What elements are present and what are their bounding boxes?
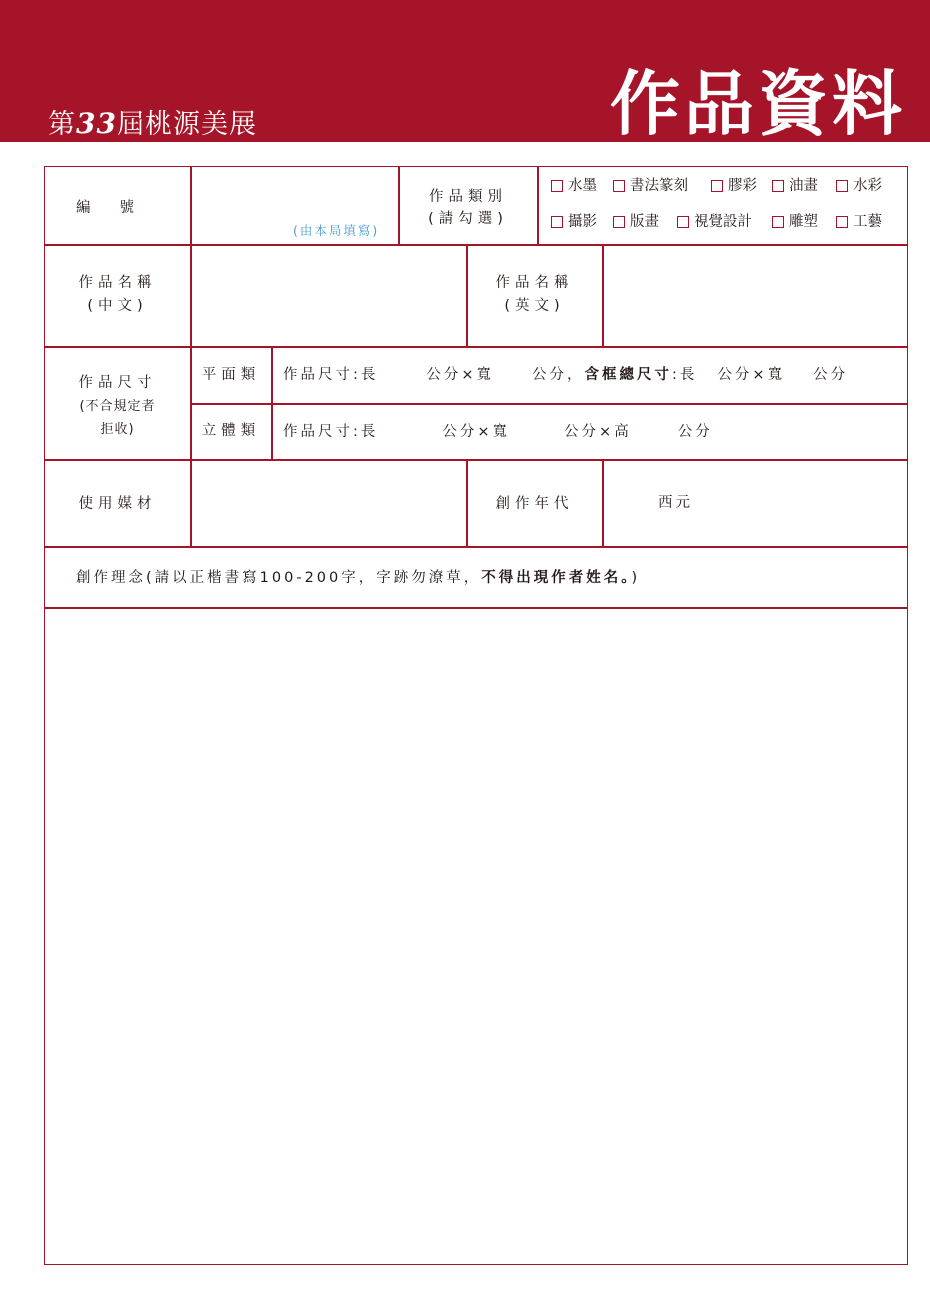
- category-option-ink[interactable]: [551, 176, 597, 196]
- checkbox-icon[interactable]: [677, 216, 689, 228]
- col-divider: [537, 167, 539, 244]
- entry-form: [44, 166, 908, 1265]
- page-title: 作品資料: [610, 62, 906, 145]
- size-label: 作品尺寸: [78, 375, 157, 391]
- category-option-label: 攝影: [568, 214, 597, 230]
- checkbox-icon[interactable]: [613, 180, 625, 192]
- category-option-label: 工藝: [853, 214, 882, 230]
- category-option-label: 水彩: [853, 178, 882, 194]
- concept-instruction-text: 創作理念(請以正楷書寫100-200字，字跡勿潦草，: [76, 570, 482, 586]
- flat-size-text: 公分×寬: [426, 367, 495, 383]
- exhibition-name: [48, 104, 257, 145]
- category-option-label: 水墨: [568, 178, 597, 194]
- exhibition-prefix: 第: [48, 109, 76, 140]
- concept-textarea[interactable]: [45, 609, 907, 1264]
- category-option-label: 書法篆刻: [630, 178, 688, 194]
- row-divider: [45, 546, 907, 548]
- category-option-oil[interactable]: [772, 176, 818, 196]
- category-option-sculpture[interactable]: [772, 212, 818, 232]
- number-note: (由本局填寫): [293, 223, 380, 238]
- solid-size-text: 作品尺寸:長: [283, 424, 379, 440]
- category-option-label: 膠彩: [728, 178, 757, 194]
- title-en-hint: (英文): [504, 298, 565, 314]
- year-prefix: 西元: [658, 495, 693, 511]
- title-en-field[interactable]: [603, 245, 906, 345]
- flat-size-text: 公分×寬: [717, 367, 786, 383]
- title-zh-label: 作品名稱: [78, 275, 157, 291]
- category-hint: (請勾選): [428, 211, 508, 227]
- size-hint: (不合規定者: [79, 399, 156, 414]
- title-zh-field[interactable]: [191, 245, 465, 345]
- checkbox-icon[interactable]: [711, 180, 723, 192]
- checkbox-icon[interactable]: [836, 180, 848, 192]
- title-en-label: 作品名稱: [495, 275, 574, 291]
- checkbox-icon[interactable]: [551, 216, 563, 228]
- flat-frame-label: 含框總尺寸: [584, 367, 673, 383]
- flat-label: 平面類: [201, 367, 261, 383]
- checkbox-icon[interactable]: [772, 216, 784, 228]
- category-option-photo[interactable]: [551, 212, 597, 232]
- solid-size-text: 公分×高: [564, 424, 632, 440]
- solid-label: 立體類: [201, 423, 261, 439]
- media-label: 使用媒材: [78, 496, 157, 512]
- media-field[interactable]: [191, 460, 465, 545]
- size-hint-2: 拒收): [100, 422, 135, 437]
- checkbox-icon[interactable]: [836, 216, 848, 228]
- concept-warning: 不得出現作者姓名。: [481, 570, 632, 586]
- title-zh-hint: (中文): [87, 298, 148, 314]
- checkbox-icon[interactable]: [613, 216, 625, 228]
- category-option-label: 雕塑: [789, 214, 818, 230]
- flat-size-text: 公分，: [532, 367, 585, 383]
- row-divider: [45, 346, 907, 348]
- header-banner: [0, 0, 930, 145]
- checkbox-icon[interactable]: [551, 180, 563, 192]
- exhibition-number: 33: [76, 107, 117, 140]
- solid-size-row[interactable]: [283, 421, 713, 443]
- exhibition-suffix: 屆桃源美展: [116, 109, 257, 140]
- category-option-watercolor[interactable]: [836, 176, 882, 196]
- flat-size-text: 作品尺寸:長: [283, 367, 379, 383]
- col-divider: [271, 346, 273, 459]
- category-option-print[interactable]: [613, 212, 659, 232]
- flat-size-text: 公分: [813, 367, 849, 383]
- category-label: 作品類別: [429, 189, 507, 205]
- number-label: 編 號: [76, 200, 134, 216]
- category-option-gouache[interactable]: [711, 176, 757, 196]
- row-divider: [190, 403, 907, 405]
- flat-size-row[interactable]: [283, 364, 848, 386]
- year-field[interactable]: [705, 460, 905, 545]
- category-option-visual-design[interactable]: [677, 212, 752, 232]
- col-divider: [602, 459, 604, 546]
- year-label: 創作年代: [495, 496, 574, 512]
- category-option-crafts[interactable]: [836, 212, 882, 232]
- category-option-label: 視覺設計: [694, 214, 752, 230]
- checkbox-icon[interactable]: [772, 180, 784, 192]
- solid-size-text: 公分×寬: [442, 424, 511, 440]
- category-option-label: 版畫: [630, 214, 659, 230]
- concept-instruction-text: ): [631, 570, 641, 586]
- concept-instruction: [76, 567, 640, 589]
- category-option-calligraphy[interactable]: [613, 176, 688, 196]
- flat-size-text: :長: [672, 367, 698, 383]
- solid-size-text: 公分: [677, 424, 713, 440]
- category-option-label: 油畫: [789, 178, 818, 194]
